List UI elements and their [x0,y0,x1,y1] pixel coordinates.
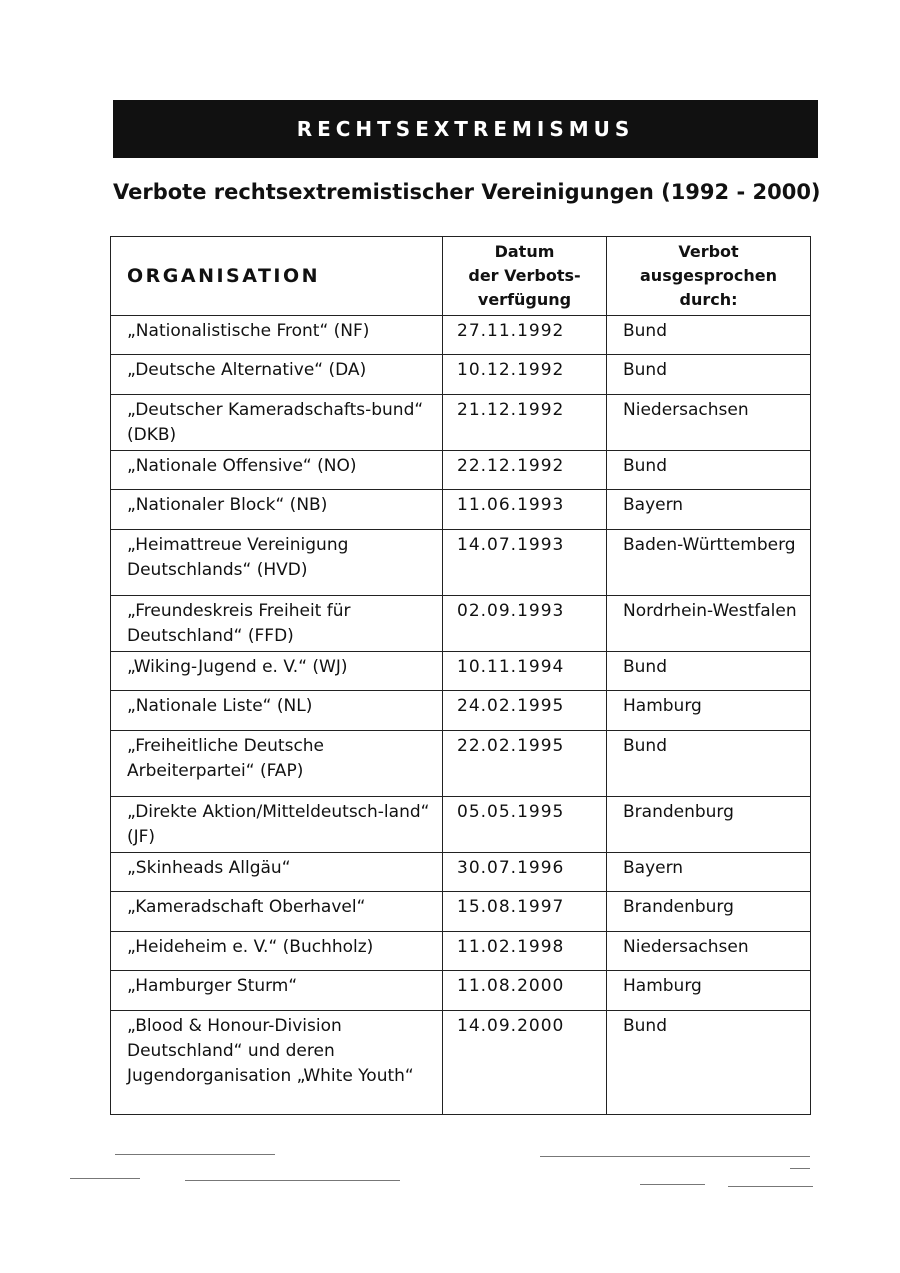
date-cell: 02.09.1993 [443,596,607,652]
artifact-line [640,1184,705,1185]
column-header-date-line: verfügung [477,290,572,309]
column-header-authority-line: ausgesprochen [640,266,777,285]
column-header-authority [607,237,811,316]
page-title: Verbote rechtsextremistischer Vereinigungen (1992 - 2000) [113,180,821,204]
date-cell: 15.08.1997 [443,892,607,932]
table-row [111,652,811,691]
artifact-line [115,1154,275,1155]
table-row [111,853,811,892]
authority-cell: Bayern [607,490,811,530]
date-cell: 10.12.1992 [443,355,607,395]
authority-cell: Bund [607,652,811,691]
date-cell: 27.11.1992 [443,316,607,355]
table-row [111,691,811,731]
column-header-organisation-label: ORGANISATION [127,265,321,287]
authority-cell: Brandenburg [607,892,811,932]
authority-cell: Bayern [607,853,811,892]
organisation-cell: „Hamburger Sturm“ [111,971,443,1011]
table-row [111,530,811,596]
organisation-cell: „Heimattreue Vereinigung Deutschlands“ (HVD) [111,530,443,596]
authority-cell: Hamburg [607,691,811,731]
column-header-authority-line: durch: [679,290,738,309]
organisation-cell: „Deutscher Kameradschafts-bund“ (DKB) [111,395,443,451]
table-row [111,971,811,1011]
authority-cell: Niedersachsen [607,395,811,451]
organisation-cell: „Freiheitliche Deutsche Arbeiterpartei“ (FAP) [111,731,443,797]
authority-cell: Niedersachsen [607,932,811,971]
authority-cell: Hamburg [607,971,811,1011]
column-header-date-line: Datum [494,242,555,261]
artifact-line [70,1178,140,1179]
column-header-organisation [111,237,443,316]
table-row [111,1011,811,1115]
date-cell: 14.07.1993 [443,530,607,596]
table-header-row [111,237,811,316]
column-header-authority-line: Verbot [678,242,739,261]
table-row [111,731,811,797]
table-row [111,932,811,971]
banner-text: RECHTSEXTREMISMUS [296,117,635,141]
date-cell: 21.12.1992 [443,395,607,451]
authority-cell: Brandenburg [607,797,811,853]
table-row [111,316,811,355]
table-row [111,490,811,530]
bans-table [110,236,811,1115]
authority-cell: Bund [607,355,811,395]
authority-cell: Bund [607,731,811,797]
organisation-cell: „Nationaler Block“ (NB) [111,490,443,530]
date-cell: 11.02.1998 [443,932,607,971]
date-cell: 30.07.1996 [443,853,607,892]
organisation-cell: „Kameradschaft Oberhavel“ [111,892,443,932]
date-cell: 24.02.1995 [443,691,607,731]
date-cell: 22.02.1995 [443,731,607,797]
table-row [111,451,811,490]
date-cell: 05.05.1995 [443,797,607,853]
organisation-cell: „Nationalistische Front“ (NF) [111,316,443,355]
organisation-cell: „Deutsche Alternative“ (DA) [111,355,443,395]
organisation-cell: „Heideheim e. V.“ (Buchholz) [111,932,443,971]
table-row [111,395,811,451]
organisation-cell: „Skinheads Allgäu“ [111,853,443,892]
organisation-cell: „Direkte Aktion/Mitteldeutsch-land“ (JF) [111,797,443,853]
section-banner [113,100,818,158]
authority-cell: Bund [607,451,811,490]
table-row [111,596,811,652]
table-row [111,797,811,853]
organisation-cell: „Nationale Liste“ (NL) [111,691,443,731]
date-cell: 10.11.1994 [443,652,607,691]
date-cell: 11.06.1993 [443,490,607,530]
authority-cell: Bund [607,316,811,355]
table-row [111,355,811,395]
artifact-line [790,1168,810,1169]
scan-artifacts [0,1150,900,1200]
date-cell: 14.09.2000 [443,1011,607,1115]
authority-cell: Nordrhein-Westfalen [607,596,811,652]
organisation-cell: „Blood & Honour-Division Deutschland“ und deren Jugendorganisation „White Youth“ [111,1011,443,1115]
artifact-line [185,1180,400,1181]
artifact-line [540,1156,810,1157]
organisation-cell: „Wiking-Jugend e. V.“ (WJ) [111,652,443,691]
column-header-date [443,237,607,316]
organisation-cell: „Nationale Offensive“ (NO) [111,451,443,490]
column-header-date-line: der Verbots- [468,266,581,285]
table-row [111,892,811,932]
artifact-line [728,1186,813,1187]
authority-cell: Bund [607,1011,811,1115]
date-cell: 22.12.1992 [443,451,607,490]
date-cell: 11.08.2000 [443,971,607,1011]
organisation-cell: „Freundeskreis Freiheit für Deutschland“ (FFD) [111,596,443,652]
authority-cell: Baden-Württemberg [607,530,811,596]
